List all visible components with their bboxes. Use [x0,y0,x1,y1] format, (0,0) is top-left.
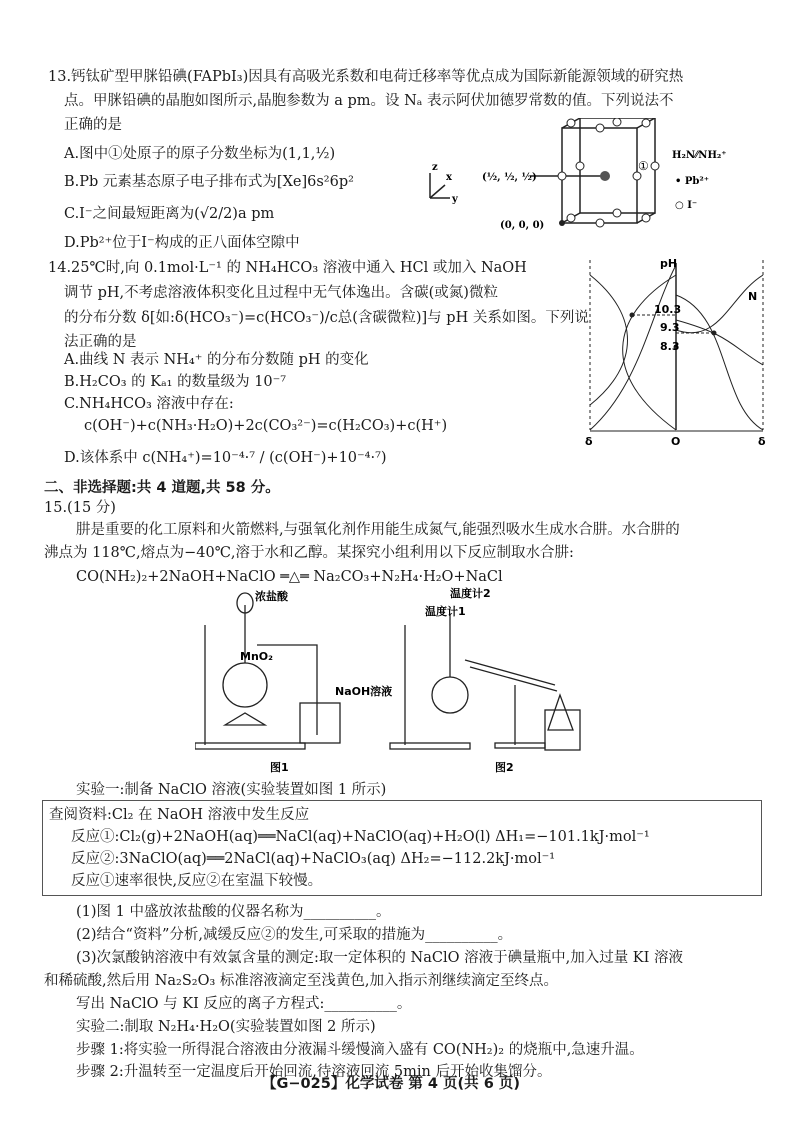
sub-question-3: 和稀硫酸,然后用 Na₂S₂O₃ 标准溶液滴定至浅黄色,加入指示剂继续滴定至终点。 [44,973,559,989]
q14-option-a: A.曲线 N 表示 NH₄⁺ 的分布分数随 pH 的变化 [64,352,369,368]
q13-option-c: C.I⁻之间最短距离为(√2/2)a pm [64,206,275,222]
fig1-caption: 图1 [270,761,289,774]
step-2: 步骤 2:升温转至一定温度后开始回流,待溶液回流 5min 后开始收集馏分。 [76,1064,552,1080]
q15-heading: 15.(15 分) [44,500,116,516]
ph-distribution-figure [580,255,770,450]
q13-stem: 正确的是 [64,117,122,133]
label-naoh-solution: NaOH溶液 [335,685,393,698]
crystal-cell-figure [420,118,750,238]
x-right-label: δ [758,435,766,448]
q14-option-d: D.该体系中 c(NH₄⁺)=10⁻⁴·⁷ / (c(OH⁻)+10⁻⁴·⁷) [64,450,387,466]
sub-question-3-ask: 写出 NaClO 与 KI 反应的离子方程式:__________。 [76,996,412,1012]
legend-iodide: ○ I⁻ [675,200,698,211]
axis-x-label: x [446,172,452,183]
tick-10-3: 10.3 [654,303,682,316]
position-marker-1: ① [638,159,649,173]
step-1: 步骤 1:将实验一所得混合溶液由分液漏斗缓慢滴入盛有 CO(NH₂)₂ 的烧瓶中,急速升温。 [76,1042,644,1058]
q14-stem: 法正确的是 [64,334,137,350]
reaction-1: 反应①:Cl₂(g)+2NaOH(aq)══NaCl(aq)+NaClO(aq)+H₂O(l) ΔH₁=−101.1kJ·mol⁻¹ [71,829,650,845]
unit-cell-diagram [420,118,750,238]
experiment-2-heading: 实验二:制取 N₂H₄·H₂O(实验装置如图 2 所示) [76,1019,376,1035]
y-axis-label: pH [660,257,678,270]
sub-question-2: (2)结合“资料”分析,减缓反应②的发生,可采取的措施为__________。 [76,927,513,943]
reference-box [42,800,762,896]
q14-stem: 14.25℃时,向 0.1mol·L⁻¹ 的 NH₄HCO₃ 溶液中通入 HCl 或加入 NaOH [48,260,527,276]
q15-paragraph: 肼是重要的化工原料和火箭燃料,与强氧化剂作用能生成氮气,能强烈吸水生成水合肼。水合肼的 [76,522,680,538]
label-conc-hcl: 浓盐酸 [255,590,288,603]
q14-option-c: C.NH₄HCO₃ 溶液中存在: [64,396,234,412]
x-left-label: δ [585,435,593,448]
sub-question-3: (3)次氯酸钠溶液中有效氯含量的测定:取一定体积的 NaClO 溶液于碘量瓶中,加入过量 KI 溶液 [76,950,683,966]
page-footer: 【G−025】化学试卷 第 4 页(共 6 页) [262,1076,520,1092]
experiment-1-heading: 实验一:制备 NaClO 溶液(实验装置如图 1 所示) [76,782,387,798]
q14-option-c-equation: c(OH⁻)+c(NH₃·H₂O)+2c(CO₃²⁻)=c(H₂CO₃)+c(H⁺) [84,418,448,434]
q14-stem: 的分布分数 δ[如:δ(HCO₃⁻)=c(HCO₃⁻)/c总(含碳微粒)]与 pH 关系如图。下列说 [64,310,589,326]
legend-pb: • Pb²⁺ [675,176,710,187]
tick-8-3: 8.3 [660,340,680,353]
label-thermometer-1: 温度计1 [425,605,466,618]
reference-line: 查阅资料:Cl₂ 在 NaOH 溶液中发生反应 [49,807,310,823]
apparatus-diagram [195,585,595,775]
axis-y-label: y [452,194,458,205]
fig2-caption: 图2 [495,761,514,774]
reaction-2: 反应②:3NaClO(aq)══2NaCl(aq)+NaClO₃(aq) ΔH₂=−112.2kJ·mol⁻¹ [71,851,556,867]
q13-option-b: B.Pb 元素基态原子电子排布式为[Xe]6s²6p² [64,174,354,190]
apparatus-figures [195,585,595,775]
label-thermometer-2: 温度计2 [450,587,491,600]
q14-option-b: B.H₂CO₃ 的 Kₐ₁ 的数量级为 10⁻⁷ [64,374,287,390]
origin-coordinate: (0, 0, 0) [500,220,545,231]
sub-question-1: (1)图 1 中盛放浓盐酸的仪器名称为__________。 [76,904,391,920]
section-heading: 二、非选择题:共 4 道题,共 58 分。 [44,480,280,496]
q15-paragraph: 沸点为 118℃,熔点为−40℃,溶于水和乙醇。某探究小组利用以下反应制取水合肼: [44,545,574,561]
q14-stem: 调节 pH,不考虑溶液体积变化且过程中无气体逸出。含碳(或氮)微粒 [64,285,498,301]
ph-distribution-chart [580,255,770,450]
legend-formamidinium: H₂N⁄⁄NH₂⁺ [672,150,727,161]
q15-equation: CO(NH₂)₂+2NaOH+NaClO ═△═ Na₂CO₃+N₂H₄·H₂O+NaCl [76,569,503,585]
curve-n-label: N [748,290,758,303]
axis-z-label: z [432,162,438,173]
x-origin-label: O [671,435,681,448]
q13-option-a: A.图中①处原子的原子分数坐标为(1,1,½) [64,146,336,162]
q13-stem: 点。甲脒铅碘的晶胞如图所示,晶胞参数为 a pm。设 Nₐ 表示阿伏加德罗常数的值。下列说法不 [64,93,674,109]
tick-9-3: 9.3 [660,321,680,334]
label-mno2: MnO₂ [240,650,273,663]
q13-stem: 13.钙钛矿型甲脒铅碘(FAPbI₃)因具有高吸光系数和电荷迁移率等优点成为国际新能源领域的研究热 [48,69,684,85]
center-coordinate: (½, ½, ½) [482,172,537,183]
reaction-note: 反应①速率很快,反应②在室温下较慢。 [71,873,323,889]
q13-option-d: D.Pb²⁺位于I⁻构成的正八面体空隙中 [64,235,300,251]
